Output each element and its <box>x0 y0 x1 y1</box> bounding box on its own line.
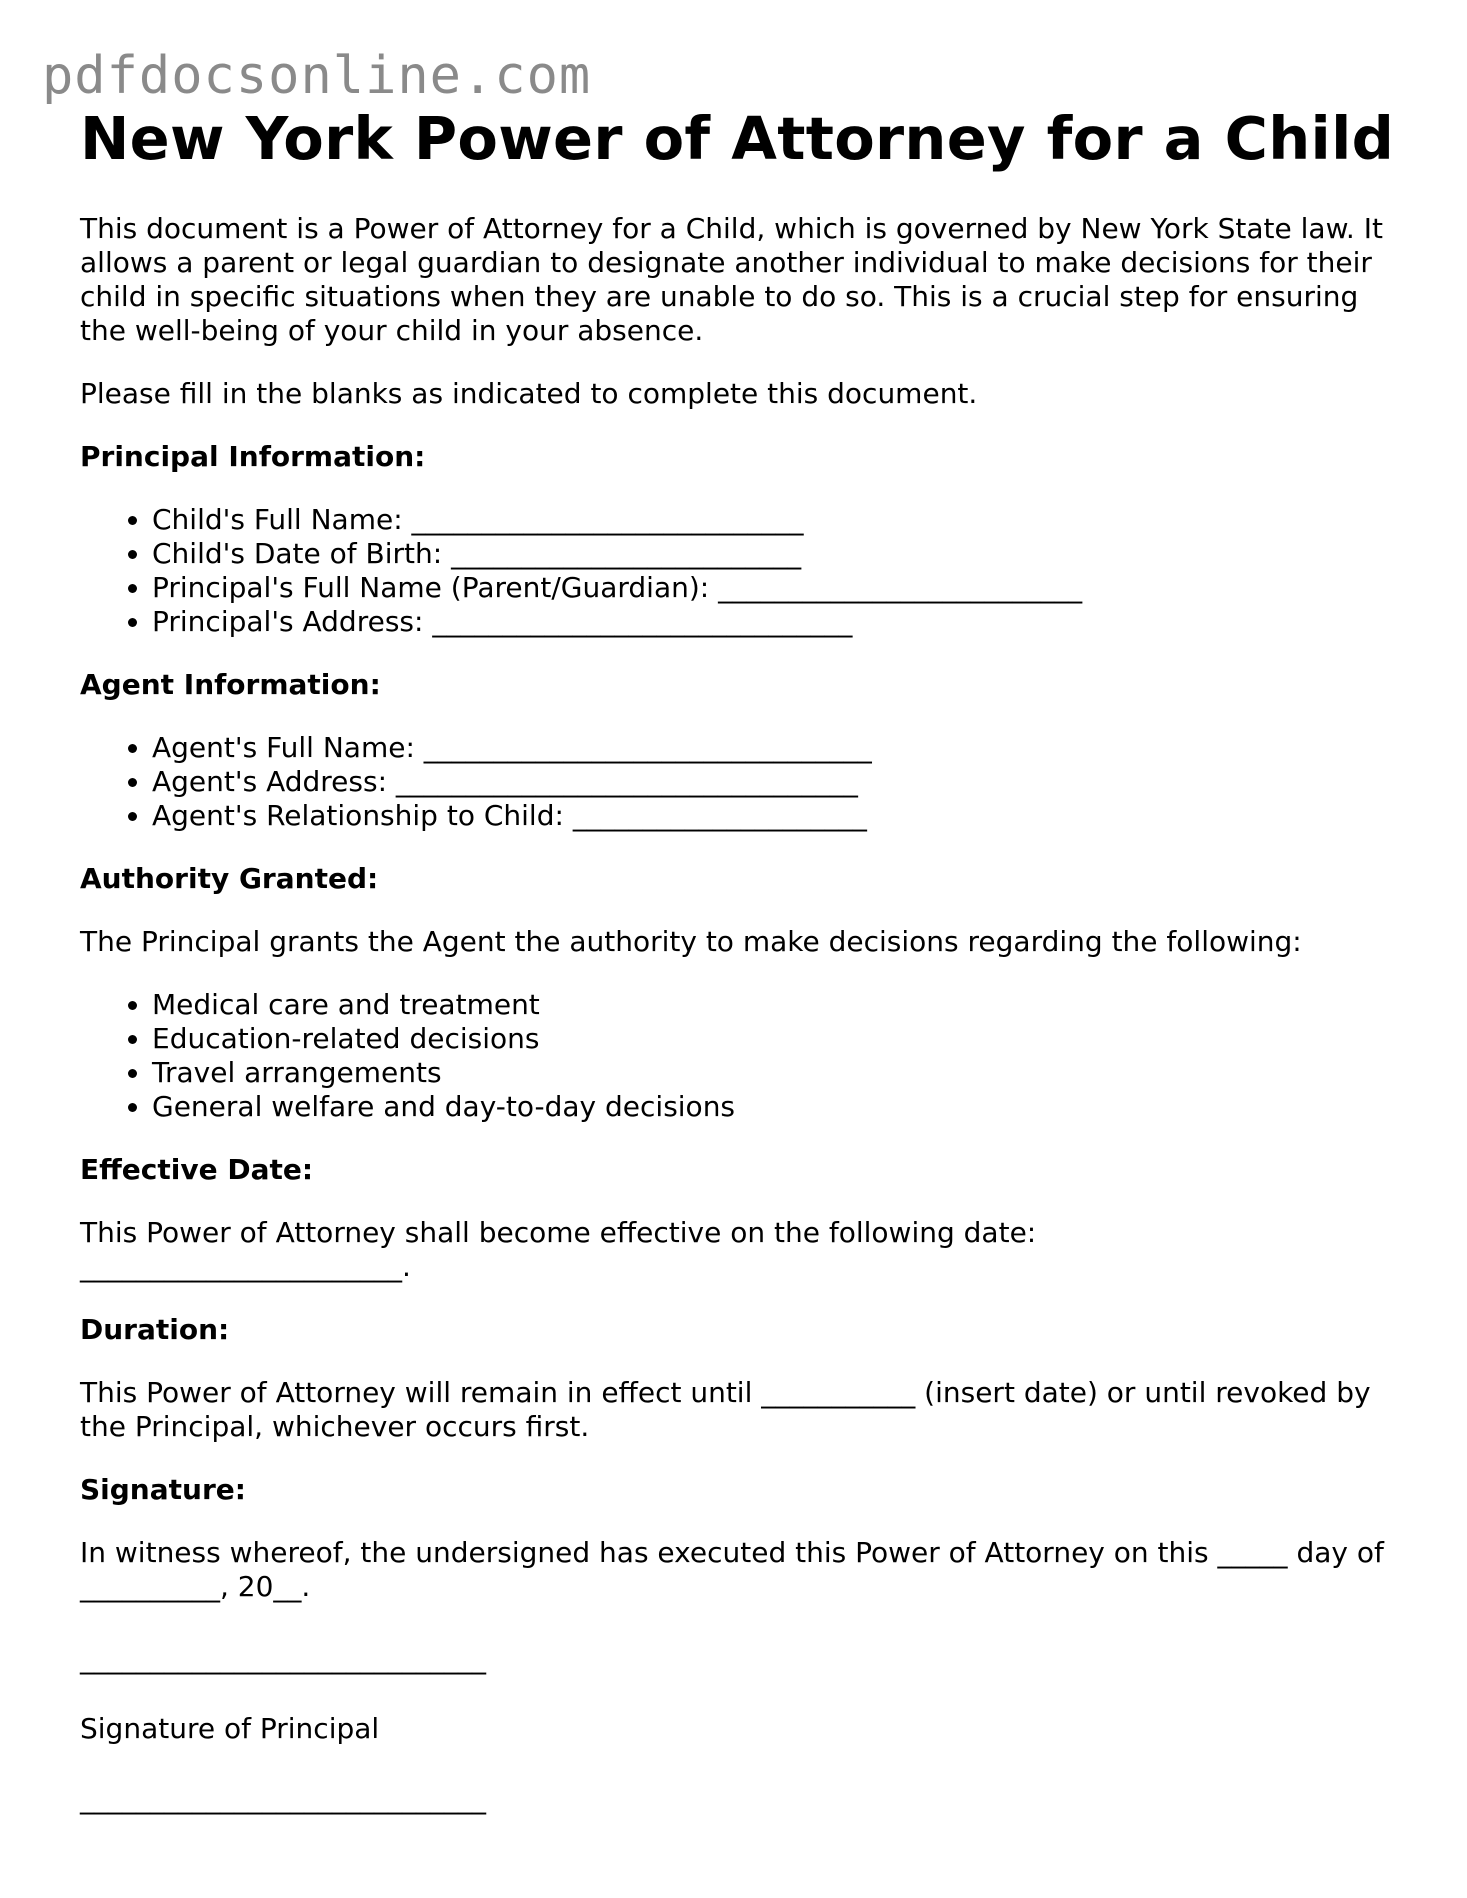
signature-heading: Signature: <box>80 1473 246 1506</box>
principal-field-principal-address: • Principal's Address: ______________________________ <box>152 605 1400 639</box>
effective-heading: Effective Date: <box>80 1153 314 1186</box>
authority-item-education: • Education-related decisions <box>152 1022 1400 1056</box>
intro-paragraph: This document is a Power of Attorney for a Child, which is governed by New York State law. It allows a parent or legal guardian to designate another individual to make decisions for their child in specific situations when they are unable to do so. This is a crucial step for ensuring the well-being of your child in your absence. <box>80 212 1383 347</box>
authority-item-travel: • Travel arrangements <box>152 1056 1400 1090</box>
instructions-paragraph: Please fill in the blanks as indicated to complete this document. <box>80 377 978 410</box>
authority-item-welfare: • General welfare and day-to-day decisions <box>152 1090 1400 1124</box>
agent-list <box>80 731 1400 833</box>
agent-field-relationship: • Agent's Relationship to Child: _____________________ <box>152 799 1400 833</box>
signature-text: In witness whereof, the undersigned has executed this Power of Attorney on this _____ day of __________, 20__. <box>80 1536 1384 1603</box>
authority-item-medical: • Medical care and treatment <box>152 988 1400 1022</box>
effective-text <box>80 1216 1400 1284</box>
second-signature-line: _____________________________ <box>80 1782 486 1815</box>
duration-heading: Duration: <box>80 1313 230 1346</box>
effective-text-line: This Power of Attorney shall become effective on the following date: <box>80 1216 1037 1249</box>
principal-list <box>80 503 1400 639</box>
watermark: pdfdocsonline.com <box>42 46 592 106</box>
principal-signature-label: Signature of Principal <box>80 1712 380 1745</box>
authority-heading: Authority Granted: <box>80 862 379 895</box>
authority-list <box>80 988 1400 1124</box>
authority-text: The Principal grants the Agent the authority to make decisions regarding the following: <box>80 925 1302 958</box>
agent-field-address: • Agent's Address: _________________________________ <box>152 765 1400 799</box>
principal-heading: Principal Information: <box>80 440 426 473</box>
effective-date-blank: _______________________. <box>80 1250 411 1283</box>
agent-heading: Agent Information: <box>80 668 381 701</box>
document-page <box>80 104 1400 1816</box>
duration-text: This Power of Attorney will remain in effect until ___________ (insert date) or until revoked by the Principal, whichever occurs first. <box>80 1376 1371 1443</box>
principal-signature-line: _____________________________ <box>80 1642 486 1675</box>
document-title: New York Power of Attorney for a Child <box>80 104 1395 173</box>
principal-field-principal-name: • Principal's Full Name (Parent/Guardian): __________________________ <box>152 571 1400 605</box>
principal-field-child-dob: • Child's Date of Birth: _________________________ <box>152 537 1400 571</box>
agent-field-name: • Agent's Full Name: ________________________________ <box>152 731 1400 765</box>
principal-field-child-name: • Child's Full Name: ____________________________ <box>152 503 1400 537</box>
